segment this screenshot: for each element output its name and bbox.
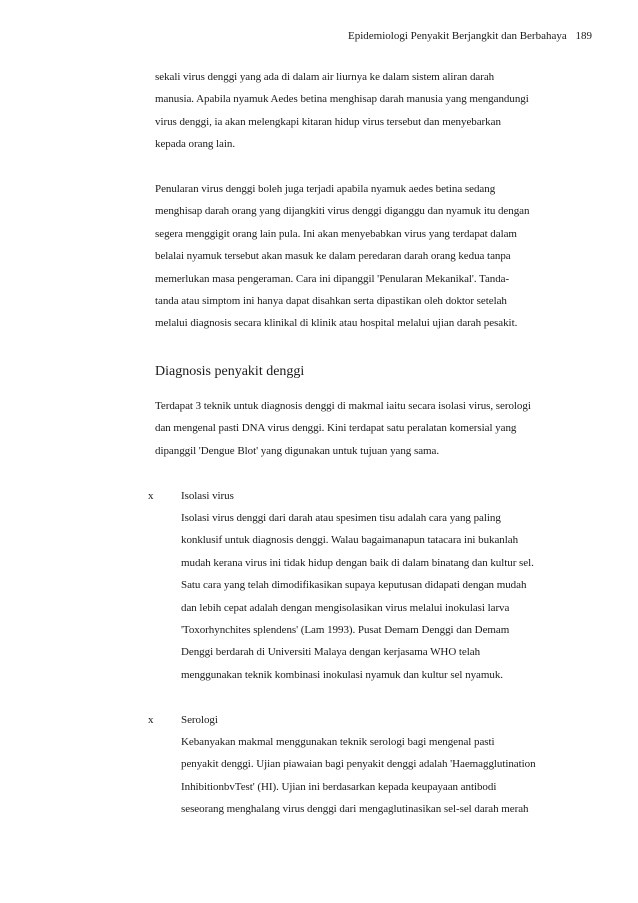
text-line: konklusif untuk diagnosis denggi. Walau bagaimanapun tatacara ini bukanlah <box>181 534 519 547</box>
paragraph <box>155 178 595 335</box>
text-line: Terdapat 3 teknik untuk diagnosis denggi di makmal iaitu secara isolasi virus, serologi <box>155 400 531 413</box>
text-line: tanda atau simptom ini hanya dapat disahkan serta dipastikan oleh doktor setelah <box>155 294 507 307</box>
text-line: dipanggil 'Dengue Blot' yang digunakan untuk tujuan yang sama. <box>155 444 440 457</box>
running-header <box>348 30 592 42</box>
text-line: dan mengenal pasti DNA virus denggi. Kini terdapat satu peralatan komersial yang <box>155 422 517 435</box>
text-line: Penularan virus denggi boleh juga terjadi apabila nyamuk aedes betina sedang <box>155 182 496 195</box>
text-line: Isolasi virus denggi dari darah atau spesimen tisu adalah cara yang paling <box>181 512 501 525</box>
text-line: seseorang menghalang virus denggi dari mengaglutinasikan sel-sel darah merah <box>181 803 529 816</box>
section-heading: Diagnosis penyakit denggi <box>155 364 305 380</box>
page-number: 189 <box>575 30 592 42</box>
text-line: sekali virus denggi yang ada di dalam air liurnya ke dalam sistem aliran darah <box>155 71 495 83</box>
running-title: Epidemiologi Penyakit Berjangkit dan Berbahaya <box>348 30 567 42</box>
paragraph <box>155 66 595 156</box>
text-line: penyakit denggi. Ujian piawaian bagi penyakit denggi adalah 'Haemagglutination <box>181 758 536 771</box>
text-line: 'Toxorhynchites splendens' (Lam 1993). Pusat Demam Denggi dan Demam <box>181 623 510 636</box>
text-line: kepada orang lain. <box>155 138 236 151</box>
text-line: virus denggi, ia akan melengkapi kitaran hidup virus tersebut dan menyebarkan <box>155 115 501 128</box>
text-line: melalui diagnosis secara klinikal di klinik atau hospital melalui ujian darah pesakit. <box>155 317 518 330</box>
text-line: menggunakan teknik kombinasi inokulasi nyamuk dan kultur sel nyamuk. <box>181 668 503 681</box>
bullet-marker: x <box>148 713 154 726</box>
text-line: manusia. Apabila nyamuk Aedes betina menghisap darah manusia yang mengandungi <box>155 93 529 106</box>
paragraph <box>155 395 595 462</box>
list-item-heading: Serologi <box>181 713 218 726</box>
bullet-marker: x <box>148 489 154 502</box>
text-line: memerlukan masa pengeraman. Cara ini dipanggil 'Penularan Mekanikal'. Tanda- <box>155 272 510 285</box>
list-item-serologi <box>148 709 595 821</box>
text-line: belalai nyamuk tersebut akan masuk ke dalam peredaran darah orang kedua tanpa <box>155 250 511 263</box>
page-content <box>148 66 595 821</box>
text-line: menghisap darah orang yang dijangkiti virus denggi diganggu dan nyamuk itu dengan <box>155 205 530 218</box>
text-line: Satu cara yang telah dimodifikasikan supaya keputusan didapati dengan mudah <box>181 579 527 592</box>
text-line: mudah kerana virus ini tidak hidup dengan baik di dalam binatang dan kultur sel. <box>181 556 534 569</box>
text-line: Kebanyakan makmal menggunakan teknik serologi bagi mengenal pasti <box>181 735 495 748</box>
text-line: InhibitionbvTest' (HI). Ujian ini berdasarkan kepada keupayaan antibodi <box>181 780 497 793</box>
list-item-heading: Isolasi virus <box>181 489 234 502</box>
list-item-isolasi-virus <box>148 485 595 687</box>
text-line: Denggi berdarah di Universiti Malaya dengan kerjasama WHO telah <box>181 646 481 659</box>
text-line: segera menggigit orang lain pula. Ini akan menyebabkan virus yang terdapat dalam <box>155 227 517 240</box>
text-line: dan lebih cepat adalah dengan mengisolasikan virus melalui inokulasi larva <box>181 601 510 614</box>
